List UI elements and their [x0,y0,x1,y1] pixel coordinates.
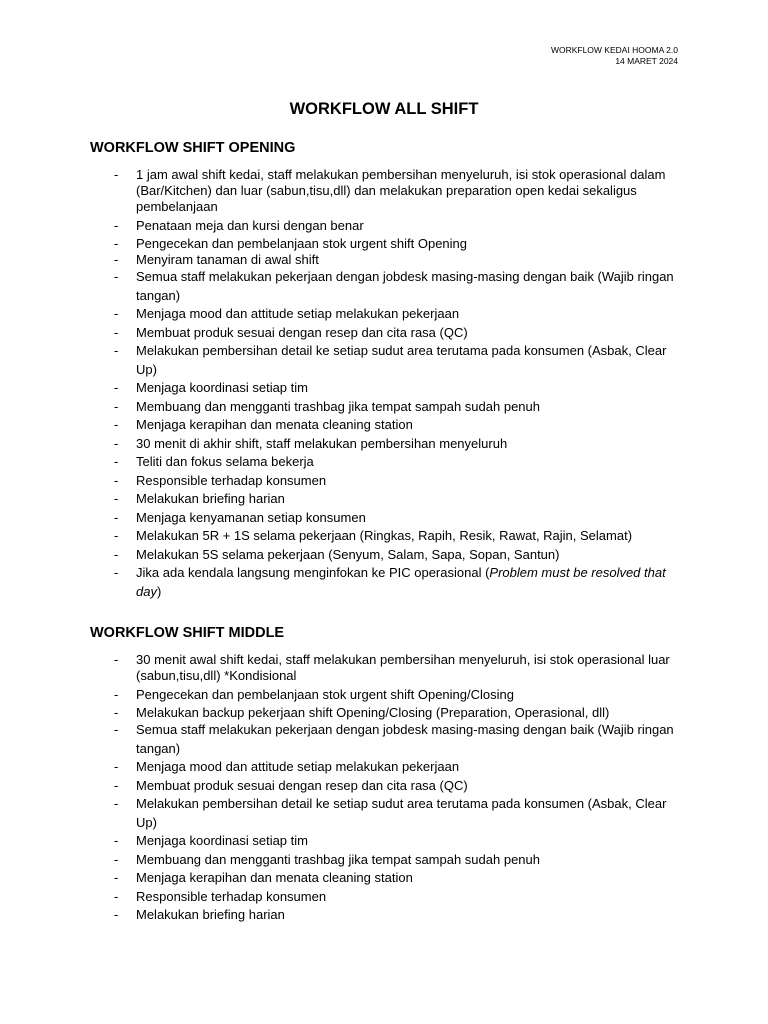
list-item [114,758,686,777]
list-item-text: Menjaga mood dan attitude setiap melakukan pekerjaan [136,759,460,774]
list-item [114,546,686,565]
bullet-dash: - [114,796,119,811]
bullet-dash: - [114,833,119,848]
list-item-text: Jika ada kendala langsung menginfokan ke PIC operasional ( [136,565,490,580]
bullet-dash: - [114,252,119,267]
bullet-dash: - [114,491,119,506]
list-item [114,379,686,398]
list-item [114,851,686,870]
bullet-dash: - [114,306,119,321]
list-item [114,869,686,888]
bullet-dash: - [114,652,119,667]
list-item-text: Menjaga kerapihan dan menata cleaning station [136,870,413,885]
list-item [114,705,686,721]
bullet-dash: - [114,722,119,737]
list-item-text: Melakukan backup pekerjaan shift Opening/Closing (Preparation, Operasional, dll) [136,705,610,720]
bullet-dash: - [114,236,119,251]
document-title: WORKFLOW ALL SHIFT [289,100,479,118]
list-item-text: Responsible terhadap konsumen [136,888,327,904]
list-item [114,472,686,491]
bullet-dash: - [114,509,119,525]
bullet-dash: - [114,398,119,414]
bullet-dash: - [114,380,119,395]
list-item-text: Membuang dan mengganti trashbag jika tempat sampah sudah penuh [136,398,540,414]
list-item-text: 30 menit awal shift kedai, staff melakukan pembersihan menyeluruh, isi stok operasional luar (sabun,tisu,dll) *Kondisional [136,652,670,683]
bullet-dash: - [114,343,119,358]
document-name: WORKFLOW KEDAI HOOMA 2.0 [550,45,678,55]
bullet-dash: - [114,777,119,793]
list-item-text: Melakukan briefing harian [136,907,285,922]
list-item [114,398,686,417]
list-item [114,167,686,215]
bullet-dash: - [114,269,119,284]
bullet-dash: - [114,759,119,774]
list-item [114,490,686,509]
list-item [114,305,686,324]
list-item [114,687,686,703]
list-item [114,888,686,907]
bullet-dash: - [114,565,119,580]
list-item-text: Melakukan briefing harian [136,491,285,506]
list-item-text: Menjaga mood dan attitude setiap melakukan pekerjaan [136,306,460,321]
list-item-text: Membuat produk sesuai dengan resep dan cita rasa (QC) [136,324,468,340]
bullet-dash: - [114,851,119,867]
list-item-text: Pengecekan dan pembelanjaan stok urgent shift Opening/Closing [136,686,514,702]
list-item-text: 1 jam awal shift kedai, staff melakukan pembersihan menyeluruh, isi stok operasional dalam (Bar/Kitchen) dan luar (sabun,tisu,dll) dan melakukan preparation open kedai sekaligus pembelanjaan [136,167,666,214]
bullet-dash: - [114,870,119,885]
list-item [114,324,686,343]
list-item-text: Melakukan 5R + 1S selama pekerjaan (Ringkas, Rapih, Resik, Rawat, Rajin, Selamat) [136,528,633,543]
list-item [114,416,686,435]
list-item-text: Melakukan pembersihan detail ke setiap sudut area terutama pada konsumen (Asbak, Clear Up) [136,343,667,377]
bullet-dash: - [114,324,119,340]
document-header [551,45,678,67]
list-item [114,652,686,684]
list-item [114,795,686,832]
list-item-text: Menyiram tanaman di awal shift [136,252,319,267]
bullet-dash: - [114,705,119,720]
section-heading-opening: WORKFLOW SHIFT OPENING [90,140,296,156]
list-item [114,832,686,851]
list-item [114,777,686,796]
list-item [114,342,686,379]
list-item [114,721,686,758]
bullet-dash: - [114,888,119,904]
document-date: 14 MARET 2024 [615,56,678,66]
bullet-dash: - [114,907,119,922]
list-item-text: Menjaga kerapihan dan menata cleaning station [136,417,413,432]
list-item-text: Menjaga koordinasi setiap tim [136,380,308,395]
bullet-dash: - [114,167,119,182]
list-item-text: Semua staff melakukan pekerjaan dengan jobdesk masing-masing dengan baik (Wajib ringan tangan) [136,269,674,303]
bullet-dash: - [114,454,119,469]
list-item [114,527,686,546]
list-item [114,252,686,268]
list-item-text: Teliti dan fokus selama bekerja [136,454,314,469]
list-item-text: Membuat produk sesuai dengan resep dan cita rasa (QC) [136,777,468,793]
list-item [114,218,686,234]
list-item-text: Membuang dan mengganti trashbag jika tempat sampah sudah penuh [136,851,540,867]
list-item-text: 30 menit di akhir shift, staff melakukan pembersihan menyeluruh [136,435,508,451]
list-item [114,509,686,528]
bullet-dash: - [114,417,119,432]
list-item-text: Melakukan 5S selama pekerjaan (Senyum, Salam, Sapa, Sopan, Santun) [136,546,560,562]
list-item-text: Menjaga kenyamanan setiap konsumen [136,509,366,525]
list-item-text: Responsible terhadap konsumen [136,472,327,488]
list-item-text: Penataan meja dan kursi dengan benar [136,217,364,233]
list-item-text: Menjaga koordinasi setiap tim [136,833,308,848]
bullet-dash: - [114,217,119,233]
middle-list [114,652,686,925]
list-item-text: Melakukan pembersihan detail ke setiap sudut area terutama pada konsumen (Asbak, Clear Up) [136,796,667,830]
list-item [114,453,686,472]
bullet-dash: - [114,686,119,702]
opening-list [114,167,686,601]
bullet-dash: - [114,528,119,543]
bullet-dash: - [114,435,119,451]
list-item [114,435,686,454]
bullet-dash: - [114,472,119,488]
list-item [114,268,686,305]
list-item-emphasis: Problem must be resolved that day [136,565,666,599]
list-item [114,906,686,925]
list-item [114,236,686,252]
list-item-text-end: ) [156,583,162,599]
bullet-dash: - [114,546,119,562]
section-heading-middle: WORKFLOW SHIFT MIDDLE [90,625,285,641]
list-item [114,564,686,601]
list-item-text: Semua staff melakukan pekerjaan dengan jobdesk masing-masing dengan baik (Wajib ringan tangan) [136,722,674,756]
list-item-text: Pengecekan dan pembelanjaan stok urgent shift Opening [136,236,468,251]
